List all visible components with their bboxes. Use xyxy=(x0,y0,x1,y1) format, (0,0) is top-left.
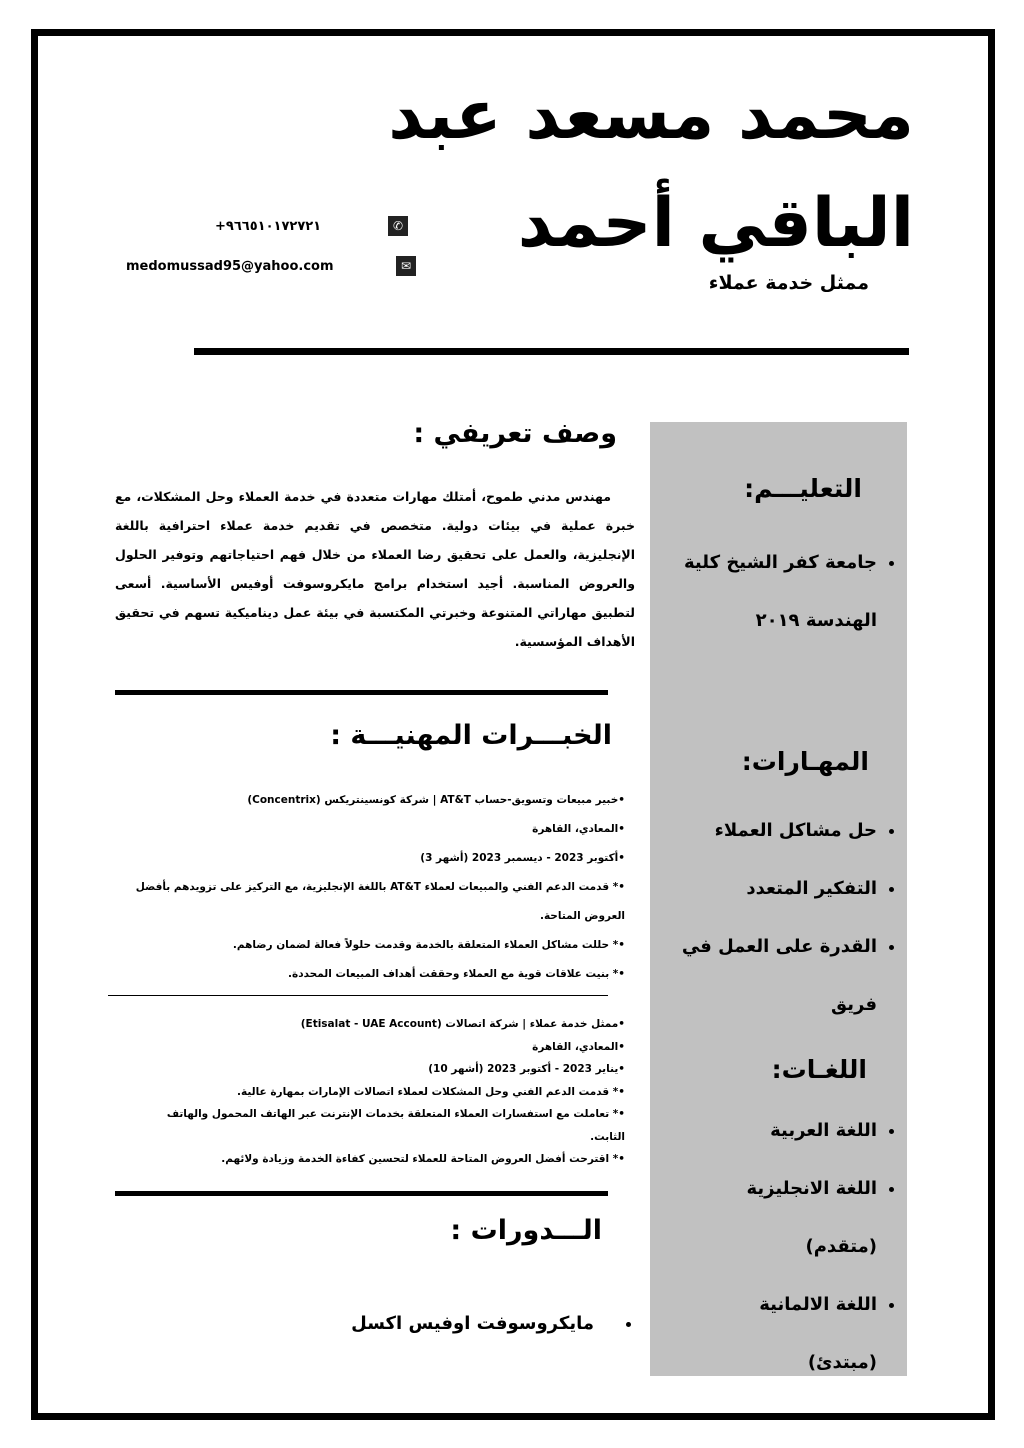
header-divider xyxy=(194,348,909,355)
courses-heading: الـــدورات : xyxy=(450,1215,602,1246)
job-line: •* اقترحت أفضل العروض المتاحة للعملاء لتحسين كفاءة الخدمة وزيادة ولائهم. xyxy=(221,1153,625,1165)
email-address[interactable]: medomussad95@yahoo.com xyxy=(126,258,334,274)
section-divider xyxy=(115,1191,608,1196)
languages-heading: اللغـات: xyxy=(771,1055,867,1084)
courses-list xyxy=(351,1313,614,1334)
profile-text: مهندس مدني طموح، أمتلك مهارات متعددة في خدمة العملاء وحل المشكلات، مع خبرة عملية في بيئات دولية. متخصص في تقديم خدمة عملاء احترافية باللغة الإنجليزية، والعمل على تحقيق رضا العملاء من خلال فهم احتياجاتهم وتوفير الحلول والعروض المناسبة. أجيد استخدام برامج مايكروسوفت أوفيس الأساسية. أسعى لتطبيق مهاراتي المتنوعة وخبرتي المكتسبة في بيئة عمل ديناميكية تسهم في تحقيق الأهداف المؤسسية. xyxy=(115,489,635,649)
skill-item: • القدرة على العمل في فريق xyxy=(657,918,877,1034)
language-item: • اللغة العربية xyxy=(697,1102,877,1160)
language-item: • اللغة الانجليزية (متقدم) xyxy=(697,1160,877,1276)
education-heading: التعليـــم: xyxy=(744,474,862,503)
skill-item: • التفكير المتعدد xyxy=(657,860,877,918)
job-line: •المعادي، القاهرة xyxy=(532,1040,625,1053)
job-divider xyxy=(108,995,608,996)
course-item: • مايكروسوفت اوفيس اكسل xyxy=(351,1313,614,1334)
sidebar xyxy=(650,422,907,1376)
phone-number: +٩٦٦٥١٠١٧٢٧٢١ xyxy=(215,218,322,234)
job-line: •* حللت مشاكل العملاء المتعلقة بالخدمة وقدمت حلولاً فعالة لضمان رضاهم. xyxy=(232,939,625,951)
job-line: •* تعاملت مع استفسارات العملاء المتعلقة بخدمات الإنترنت عبر الهاتف المحمول والهاتف الثابت. xyxy=(166,1108,625,1143)
job-line: •ممثل خدمة عملاء | شركة اتصالات (Etisalat - UAE Account) xyxy=(300,1018,625,1030)
job-title: ممثل خدمة عملاء xyxy=(708,272,869,294)
skill-item: • حل مشاكل العملاء xyxy=(657,802,877,860)
education-list xyxy=(677,534,877,650)
phone-row xyxy=(215,216,408,236)
skills-heading: المهـارات: xyxy=(741,747,869,776)
section-divider xyxy=(115,690,608,695)
job-line: •* قدمت الدعم الفني وحل المشكلات لعملاء اتصالات الإمارات بمهارة عالية. xyxy=(236,1085,625,1098)
job-line: •المعادي، القاهرة xyxy=(532,823,625,835)
job-entry xyxy=(150,1013,625,1171)
languages-list xyxy=(697,1102,877,1392)
job-entry xyxy=(105,786,625,989)
email-row[interactable] xyxy=(126,256,416,276)
phone-icon: ✆ xyxy=(388,216,408,236)
mail-icon: ✉ xyxy=(396,256,416,276)
job-line: •خبير مبيعات وتسويق-حساب AT&T | شركة كونسينتريكس (Concentrix) xyxy=(247,794,625,806)
job-line: •* قدمت الدعم الفني والمبيعات لعملاء AT&T باللغة الإنجليزية، مع التركيز على تزويدهم بأفضل العروض المتاحة. xyxy=(135,881,625,922)
job-line: •أكتوبر 2023 - ديسمبر 2023 (أشهر 3) xyxy=(420,852,625,864)
profile-heading: وصف تعريفي : xyxy=(413,418,617,449)
job-line: •يناير 2023 - أكتوبر 2023 (أشهر 10) xyxy=(428,1063,625,1075)
experience-heading: الخبـــرات المهنيـــة : xyxy=(330,720,612,751)
full-name: محمد مسعد عبد الباقي أحمد xyxy=(388,76,914,263)
education-item: • جامعة كفر الشيخ كلية الهندسة ٢٠١٩ xyxy=(677,534,877,650)
skills-list xyxy=(657,802,877,1034)
job-line: •* بنيت علاقات قوية مع العملاء وحققت أهداف المبيعات المحددة. xyxy=(288,968,625,980)
language-item: • اللغة الالمانية (مبتدئ) xyxy=(697,1276,877,1392)
